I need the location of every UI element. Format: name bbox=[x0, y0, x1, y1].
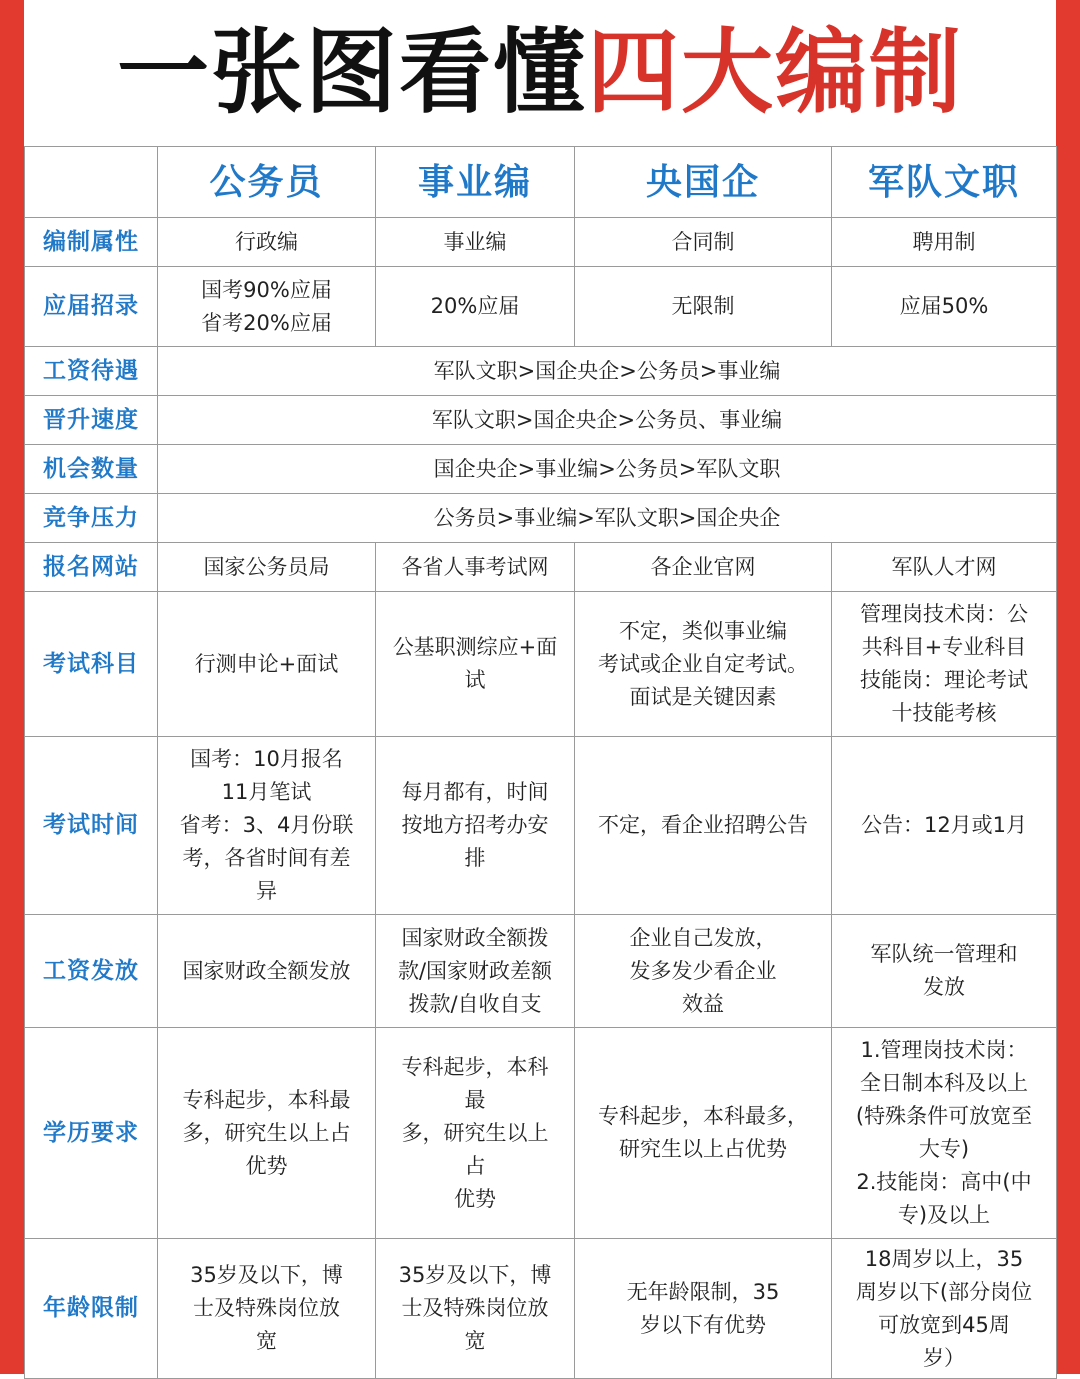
table-row bbox=[25, 267, 1057, 347]
page-title bbox=[24, 0, 1056, 146]
table-cell: 行政编 bbox=[158, 218, 376, 267]
row-label: 考试时间 bbox=[25, 737, 158, 915]
row-label: 竞争压力 bbox=[25, 494, 158, 543]
table-cell: 各企业官网 bbox=[575, 543, 832, 592]
table-row bbox=[25, 1239, 1057, 1379]
table-cell: 每月都有，时间 按地方招考办安 排 bbox=[376, 737, 575, 915]
table-row bbox=[25, 347, 1057, 396]
table-cell: 35岁及以下，博 士及特殊岗位放 宽 bbox=[376, 1239, 575, 1379]
table-cell: 国考90%应届 省考20%应届 bbox=[158, 267, 376, 347]
row-label: 年龄限制 bbox=[25, 1239, 158, 1379]
col-header-yangguoqi: 央国企 bbox=[575, 147, 832, 218]
row-label: 考试科目 bbox=[25, 592, 158, 737]
merged-cell: 军队文职>国企央企>公务员、事业编 bbox=[158, 396, 1057, 445]
table-cell: 国考：10月报名 11月笔试 省考：3、4月份联 考，各省时间有差 异 bbox=[158, 737, 376, 915]
merged-cell: 国企央企>事业编>公务员>军队文职 bbox=[158, 445, 1057, 494]
table-cell: 合同制 bbox=[575, 218, 832, 267]
table-cell: 各省人事考试网 bbox=[376, 543, 575, 592]
merged-cell: 军队文职>国企央企>公务员>事业编 bbox=[158, 347, 1057, 396]
table-cell: 事业编 bbox=[376, 218, 575, 267]
table-cell: 管理岗技术岗：公 共科目+专业科目 技能岗：理论考试 十技能考核 bbox=[832, 592, 1057, 737]
table-cell: 应届50% bbox=[832, 267, 1057, 347]
merged-cell: 公务员>事业编>军队文职>国企央企 bbox=[158, 494, 1057, 543]
table-row bbox=[25, 1028, 1057, 1239]
header-row bbox=[25, 147, 1057, 218]
table-cell: 无年龄限制，35 岁以下有优势 bbox=[575, 1239, 832, 1379]
row-label: 学历要求 bbox=[25, 1028, 158, 1239]
table-cell: 军队统一管理和 发放 bbox=[832, 915, 1057, 1028]
table-cell: 18周岁以上，35 周岁以下(部分岗位 可放宽到45周 岁） bbox=[832, 1239, 1057, 1379]
table-row bbox=[25, 592, 1057, 737]
col-header-gongwuyuan: 公务员 bbox=[158, 147, 376, 218]
table-cell: 无限制 bbox=[575, 267, 832, 347]
corner-cell bbox=[25, 147, 158, 218]
table-cell: 国家财政全额发放 bbox=[158, 915, 376, 1028]
table-row bbox=[25, 494, 1057, 543]
col-header-shiyebian: 事业编 bbox=[376, 147, 575, 218]
table-cell: 专科起步，本科最 多，研究生以上占 优势 bbox=[158, 1028, 376, 1239]
row-label: 报名网站 bbox=[25, 543, 158, 592]
table-row bbox=[25, 218, 1057, 267]
row-label: 晋升速度 bbox=[25, 396, 158, 445]
table-cell: 企业自己发放， 发多发少看企业 效益 bbox=[575, 915, 832, 1028]
table-cell: 专科起步，本科最多， 研究生以上占优势 bbox=[575, 1028, 832, 1239]
table-cell: 35岁及以下，博 士及特殊岗位放 宽 bbox=[158, 1239, 376, 1379]
table-cell: 不定，类似事业编 考试或企业自定考试。 面试是关键因素 bbox=[575, 592, 832, 737]
table-cell: 20%应届 bbox=[376, 267, 575, 347]
table-cell: 公告：12月或1月 bbox=[832, 737, 1057, 915]
comparison-table bbox=[24, 146, 1057, 1379]
row-label: 机会数量 bbox=[25, 445, 158, 494]
table-cell: 聘用制 bbox=[832, 218, 1057, 267]
row-label: 应届招录 bbox=[25, 267, 158, 347]
table-cell: 国家财政全额拨 款/国家财政差额 拨款/自收自支 bbox=[376, 915, 575, 1028]
table-cell: 公基职测综应+面 试 bbox=[376, 592, 575, 737]
row-label: 工资待遇 bbox=[25, 347, 158, 396]
table-cell: 专科起步，本科 最 多，研究生以上 占 优势 bbox=[376, 1028, 575, 1239]
table-cell: 1.管理岗技术岗： 全日制本科及以上 (特殊条件可放宽至 大专) 2.技能岗：高中(中 专)及以上 bbox=[832, 1028, 1057, 1239]
table-cell: 军队人才网 bbox=[832, 543, 1057, 592]
title-part-black: 一张图看懂 bbox=[116, 19, 587, 126]
col-header-junduiwenzhi: 军队文职 bbox=[832, 147, 1057, 218]
row-label: 工资发放 bbox=[25, 915, 158, 1028]
table-row bbox=[25, 543, 1057, 592]
table-cell: 国家公务员局 bbox=[158, 543, 376, 592]
title-part-red: 四大编制 bbox=[587, 19, 964, 126]
table-cell: 行测申论+面试 bbox=[158, 592, 376, 737]
table-row bbox=[25, 737, 1057, 915]
table-row bbox=[25, 915, 1057, 1028]
table-row bbox=[25, 445, 1057, 494]
table-row bbox=[25, 396, 1057, 445]
table-cell: 不定，看企业招聘公告 bbox=[575, 737, 832, 915]
row-label: 编制属性 bbox=[25, 218, 158, 267]
